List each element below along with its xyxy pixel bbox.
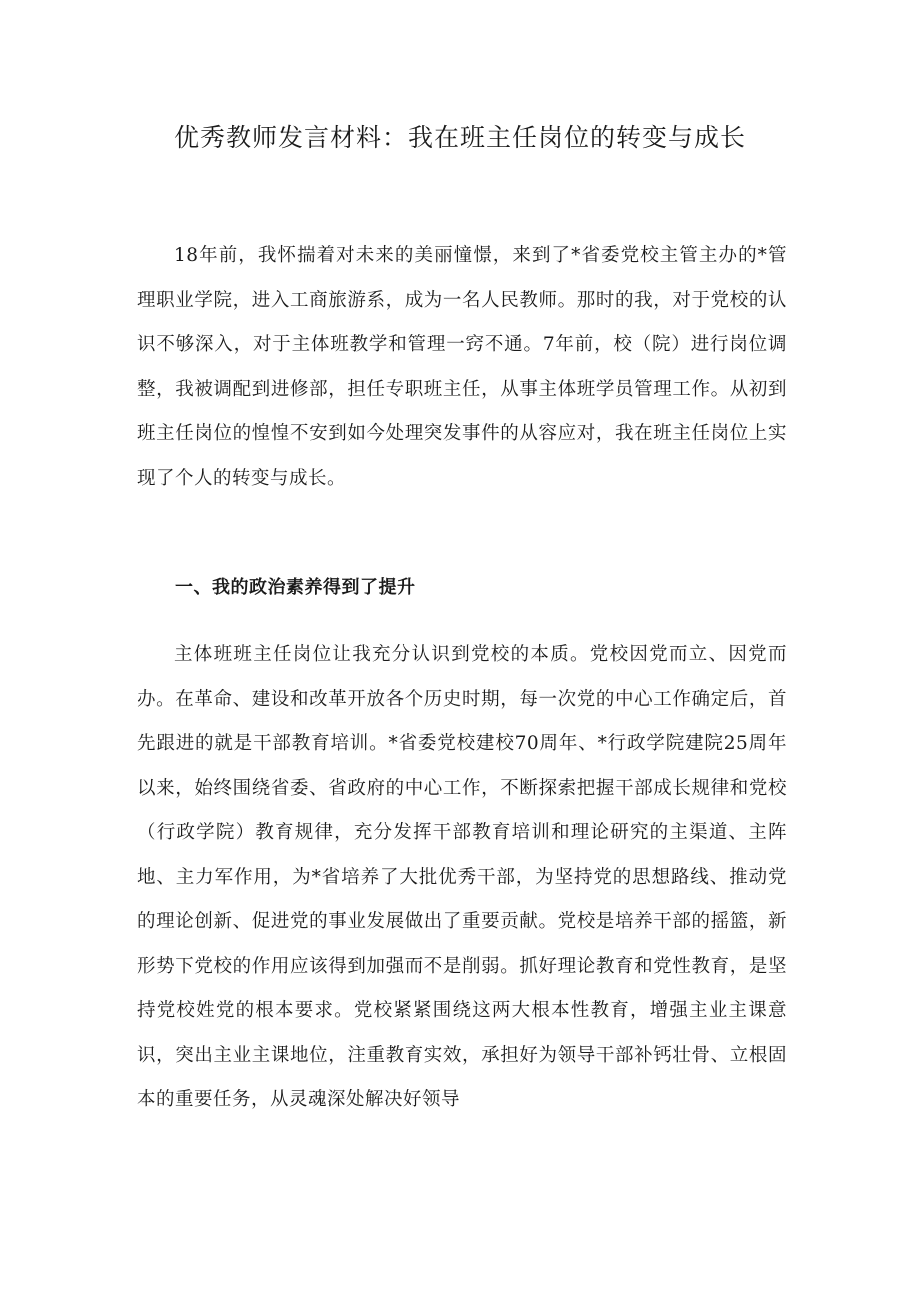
intro-paragraph: 18年前，我怀揣着对未来的美丽憧憬，来到了*省委党校主管主办的*管理职业学院，进入工商旅游系，成为一名人民教师。那时的我，对于党校的认识不够深入，对于主体班教学和管理一窍不通。7年前，校（院）进行岗位调整，我被调配到进修部，担任专职班主任，从事主体班学员管理工作。从初到班主任岗位的惶惶不安到如今处理突发事件的从容应对，我在班主任岗位上实现了个人的转变与成长。 [137,245,787,489]
section-heading: 一、我的政治素养得到了提升 [175,577,416,598]
document-title: 优秀教师发言材料：我在班主任岗位的转变与成长 [173,123,746,152]
section-paragraph: 主体班班主任岗位让我充分认识到党校的本质。党校因党而立、因党而办。在革命、建设和改革开放各个历史时期，每一次党的中心工作确定后，首先跟进的就是干部教育培训。*省委党校建校70周年、*行政学院建院25周年以来，始终围绕省委、省政府的中心工作，不断探索把握干部成长规律和党校（行政学院）教育规律，充分发挥干部教育培训和理论研究的主渠道、主阵地、主力军作用，为*省培养了大批优秀干部，为坚持党的思想路线、推动党的理论创新、促进党的事业发展做出了重要贡献。党校是培养干部的摇篮，新形势下党校的作用应该得到加强而不是削弱。抓好理论教育和党性教育，是坚持党校姓党的根本要求。党校紧紧围绕这两大根本性教育，增强主业主课意识，突出主业主课地位，注重教育实效，承担好为领导干部补钙壮骨、立根固本的重要任务，从灵魂深处解决好领导 [137,644,787,1110]
